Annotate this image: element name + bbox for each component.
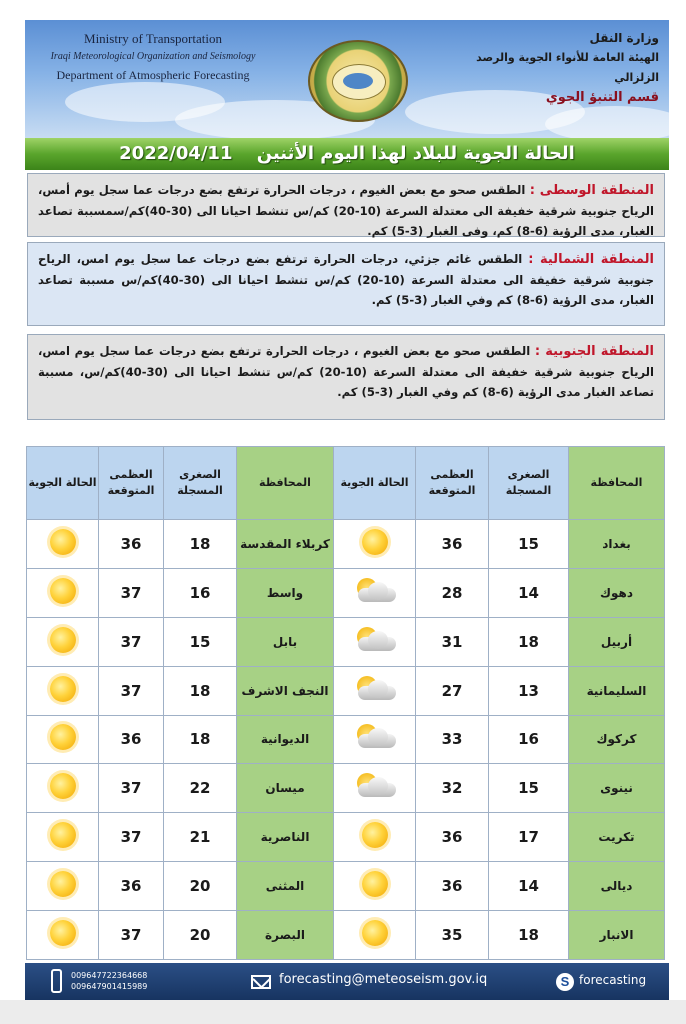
province-cell: ديالى — [569, 862, 665, 911]
skype-icon: S — [556, 973, 574, 991]
bulletin-date: 2022/04/11 — [119, 143, 233, 164]
province-cell: بغداد — [569, 520, 665, 569]
table-row — [27, 862, 665, 911]
max-temp-cell: 37 — [99, 617, 164, 666]
region-north-text: الطقس غائم جزئي، درجات الحرارة ترتفع بضع درجات عما سجل يوم امس، الرياح جنوبية شرقية خفيفة الى معتدلة السرعة (10-20) كم/س تنشط احيانا الى (30-40)كم/س مسببة تصاعد الغبار، مدى الرؤية (6-8) كم وفي الغبار (3-5) كم. — [38, 252, 654, 307]
min-temp-cell: 18 — [489, 617, 569, 666]
state-cell — [27, 911, 99, 960]
state-cell — [27, 715, 99, 764]
col-max-1: العظمى المتوقعة — [416, 447, 489, 520]
max-temp-cell: 37 — [99, 911, 164, 960]
partly-cloudy-icon — [352, 724, 398, 750]
sun-icon — [362, 920, 388, 946]
phone-number-2: 009647901415989 — [71, 982, 148, 991]
phone-number-1: 009647722364668 — [71, 971, 148, 980]
province-cell: البصرة — [237, 911, 334, 960]
col-min-2: الصغرى المسجلة — [164, 447, 237, 520]
min-temp-cell: 18 — [164, 520, 237, 569]
state-cell — [334, 862, 416, 911]
table-row — [27, 764, 665, 813]
sun-icon — [50, 920, 76, 946]
max-temp-cell: 37 — [99, 666, 164, 715]
header-english — [33, 30, 273, 84]
phone-numbers — [71, 970, 147, 992]
province-cell: الديوانية — [237, 715, 334, 764]
max-temp-cell: 36 — [416, 862, 489, 911]
sun-icon — [50, 529, 76, 555]
province-cell: واسط — [237, 568, 334, 617]
forecast-table — [26, 446, 665, 960]
col-state-2: الحالة الجوية — [27, 447, 99, 520]
sun-icon — [50, 871, 76, 897]
partly-cloudy-icon — [352, 676, 398, 702]
table-row — [27, 520, 665, 569]
department-name-en: Department of Atmospheric Forecasting — [56, 68, 250, 82]
partly-cloudy-icon — [352, 627, 398, 653]
province-cell: تكريت — [569, 813, 665, 862]
min-temp-cell: 17 — [489, 813, 569, 862]
max-temp-cell: 32 — [416, 764, 489, 813]
province-cell: أربيل — [569, 617, 665, 666]
province-cell: كركوك — [569, 715, 665, 764]
max-temp-cell: 36 — [99, 520, 164, 569]
table-row — [27, 617, 665, 666]
min-temp-cell: 15 — [489, 520, 569, 569]
partly-cloudy-icon — [352, 578, 398, 604]
max-temp-cell: 36 — [99, 862, 164, 911]
sun-icon — [50, 627, 76, 653]
sun-icon — [50, 773, 76, 799]
province-cell: الناصرية — [237, 813, 334, 862]
footer-bar — [25, 963, 669, 1000]
organization-name-ar: الهيئة العامة للأنواء الجوية والرصد الزلزالي — [476, 51, 659, 84]
table-row — [27, 715, 665, 764]
min-temp-cell: 16 — [489, 715, 569, 764]
sun-icon — [50, 676, 76, 702]
province-cell: كربلاء المقدسة — [237, 520, 334, 569]
department-name-ar: قسم التنبؤ الجوي — [545, 90, 659, 105]
max-temp-cell: 37 — [99, 568, 164, 617]
bulletin-title — [25, 138, 669, 170]
phone-icon — [51, 969, 62, 993]
min-temp-cell: 22 — [164, 764, 237, 813]
max-temp-cell: 37 — [99, 764, 164, 813]
state-cell — [27, 862, 99, 911]
header-banner — [25, 20, 669, 138]
max-temp-cell: 37 — [99, 813, 164, 862]
sun-icon — [362, 822, 388, 848]
max-temp-cell: 36 — [99, 715, 164, 764]
state-cell — [334, 666, 416, 715]
min-temp-cell: 18 — [489, 911, 569, 960]
region-central-name: المنطقة الوسطى : — [529, 183, 654, 198]
state-cell — [27, 520, 99, 569]
province-cell: ميسان — [237, 764, 334, 813]
skype-handle[interactable]: forecasting — [579, 973, 647, 987]
min-temp-cell: 20 — [164, 862, 237, 911]
ministry-name-en: Ministry of Transportation — [84, 31, 222, 46]
sun-icon — [362, 529, 388, 555]
min-temp-cell: 15 — [164, 617, 237, 666]
max-temp-cell: 27 — [416, 666, 489, 715]
header-arabic — [459, 28, 659, 108]
table-row — [27, 568, 665, 617]
state-cell — [334, 617, 416, 666]
max-temp-cell: 36 — [416, 813, 489, 862]
region-north — [27, 242, 665, 326]
min-temp-cell: 13 — [489, 666, 569, 715]
col-max-2: العظمى المتوقعة — [99, 447, 164, 520]
state-cell — [27, 617, 99, 666]
col-province-1: المحافظة — [569, 447, 665, 520]
max-temp-cell: 33 — [416, 715, 489, 764]
sun-icon — [362, 871, 388, 897]
table-header-row — [27, 447, 665, 520]
state-cell — [334, 520, 416, 569]
sun-icon — [50, 724, 76, 750]
state-cell — [334, 911, 416, 960]
partly-cloudy-icon — [352, 773, 398, 799]
table-row — [27, 666, 665, 715]
min-temp-cell: 15 — [489, 764, 569, 813]
province-cell: النجف الاشرف — [237, 666, 334, 715]
mail-icon — [251, 975, 271, 989]
page-bottom-margin — [0, 1000, 686, 1024]
region-south-name: المنطقة الجنوبية : — [534, 344, 654, 359]
bulletin-title-text: الحالة الجوية للبلاد لهذا اليوم الأثنين — [256, 143, 575, 164]
min-temp-cell: 20 — [164, 911, 237, 960]
province-cell: دهوك — [569, 568, 665, 617]
sun-icon — [50, 578, 76, 604]
organization-logo — [308, 40, 408, 122]
state-cell — [334, 813, 416, 862]
province-cell: السليمانية — [569, 666, 665, 715]
state-cell — [27, 666, 99, 715]
region-north-name: المنطقة الشمالية : — [528, 252, 654, 267]
col-state-1: الحالة الجوية — [334, 447, 416, 520]
col-min-1: الصغرى المسجلة — [489, 447, 569, 520]
province-cell: المثنى — [237, 862, 334, 911]
email-link[interactable]: forecasting@meteoseism.gov.iq — [279, 972, 488, 987]
ministry-name-ar: وزارة النقل — [589, 31, 659, 45]
min-temp-cell: 18 — [164, 666, 237, 715]
min-temp-cell: 14 — [489, 862, 569, 911]
region-south-text: الطقس صحو مع بعض الغيوم ، درجات الحرارة ترتفع بضع درجات عما سجل يوم امس، الرياح جنوبية شرقية خفيفة الى معتدلة السرعة (10-20) كم/س تنشط احيانا الى (30-40)كم/س، مسببة تصاعد الغبار مدى الرؤية (6-8) كم وفي الغبار (3-5) كم. — [38, 344, 654, 399]
max-temp-cell: 28 — [416, 568, 489, 617]
col-province-2: المحافظة — [237, 447, 334, 520]
max-temp-cell: 36 — [416, 520, 489, 569]
min-temp-cell: 21 — [164, 813, 237, 862]
state-cell — [334, 568, 416, 617]
state-cell — [334, 715, 416, 764]
region-south — [27, 334, 665, 420]
organization-name-en: Iraqi Meteorological Organization and Seismology — [50, 51, 256, 62]
state-cell — [27, 813, 99, 862]
state-cell — [27, 568, 99, 617]
region-central-text: الطقس صحو مع بعض الغيوم ، درجات الحرارة ترتفع بضع درجات عما سجل يوم أمس، الرياح جنوبية شرقية خفيفة الى معتدلة السرعة (10-20) كم/س تنشط احيانا الى (30-40)كم/سمسببة تصاعد الغبار، مدى الرؤية (6-8) كم، وفى الغبار (3-5) كم. — [38, 183, 655, 238]
region-central — [27, 173, 665, 237]
max-temp-cell: 35 — [416, 911, 489, 960]
max-temp-cell: 31 — [416, 617, 489, 666]
min-temp-cell: 14 — [489, 568, 569, 617]
state-cell — [334, 764, 416, 813]
min-temp-cell: 16 — [164, 568, 237, 617]
table-row — [27, 911, 665, 960]
province-cell: بابل — [237, 617, 334, 666]
province-cell: الانبار — [569, 911, 665, 960]
min-temp-cell: 18 — [164, 715, 237, 764]
state-cell — [27, 764, 99, 813]
sun-icon — [50, 822, 76, 848]
province-cell: نينوى — [569, 764, 665, 813]
table-row — [27, 813, 665, 862]
